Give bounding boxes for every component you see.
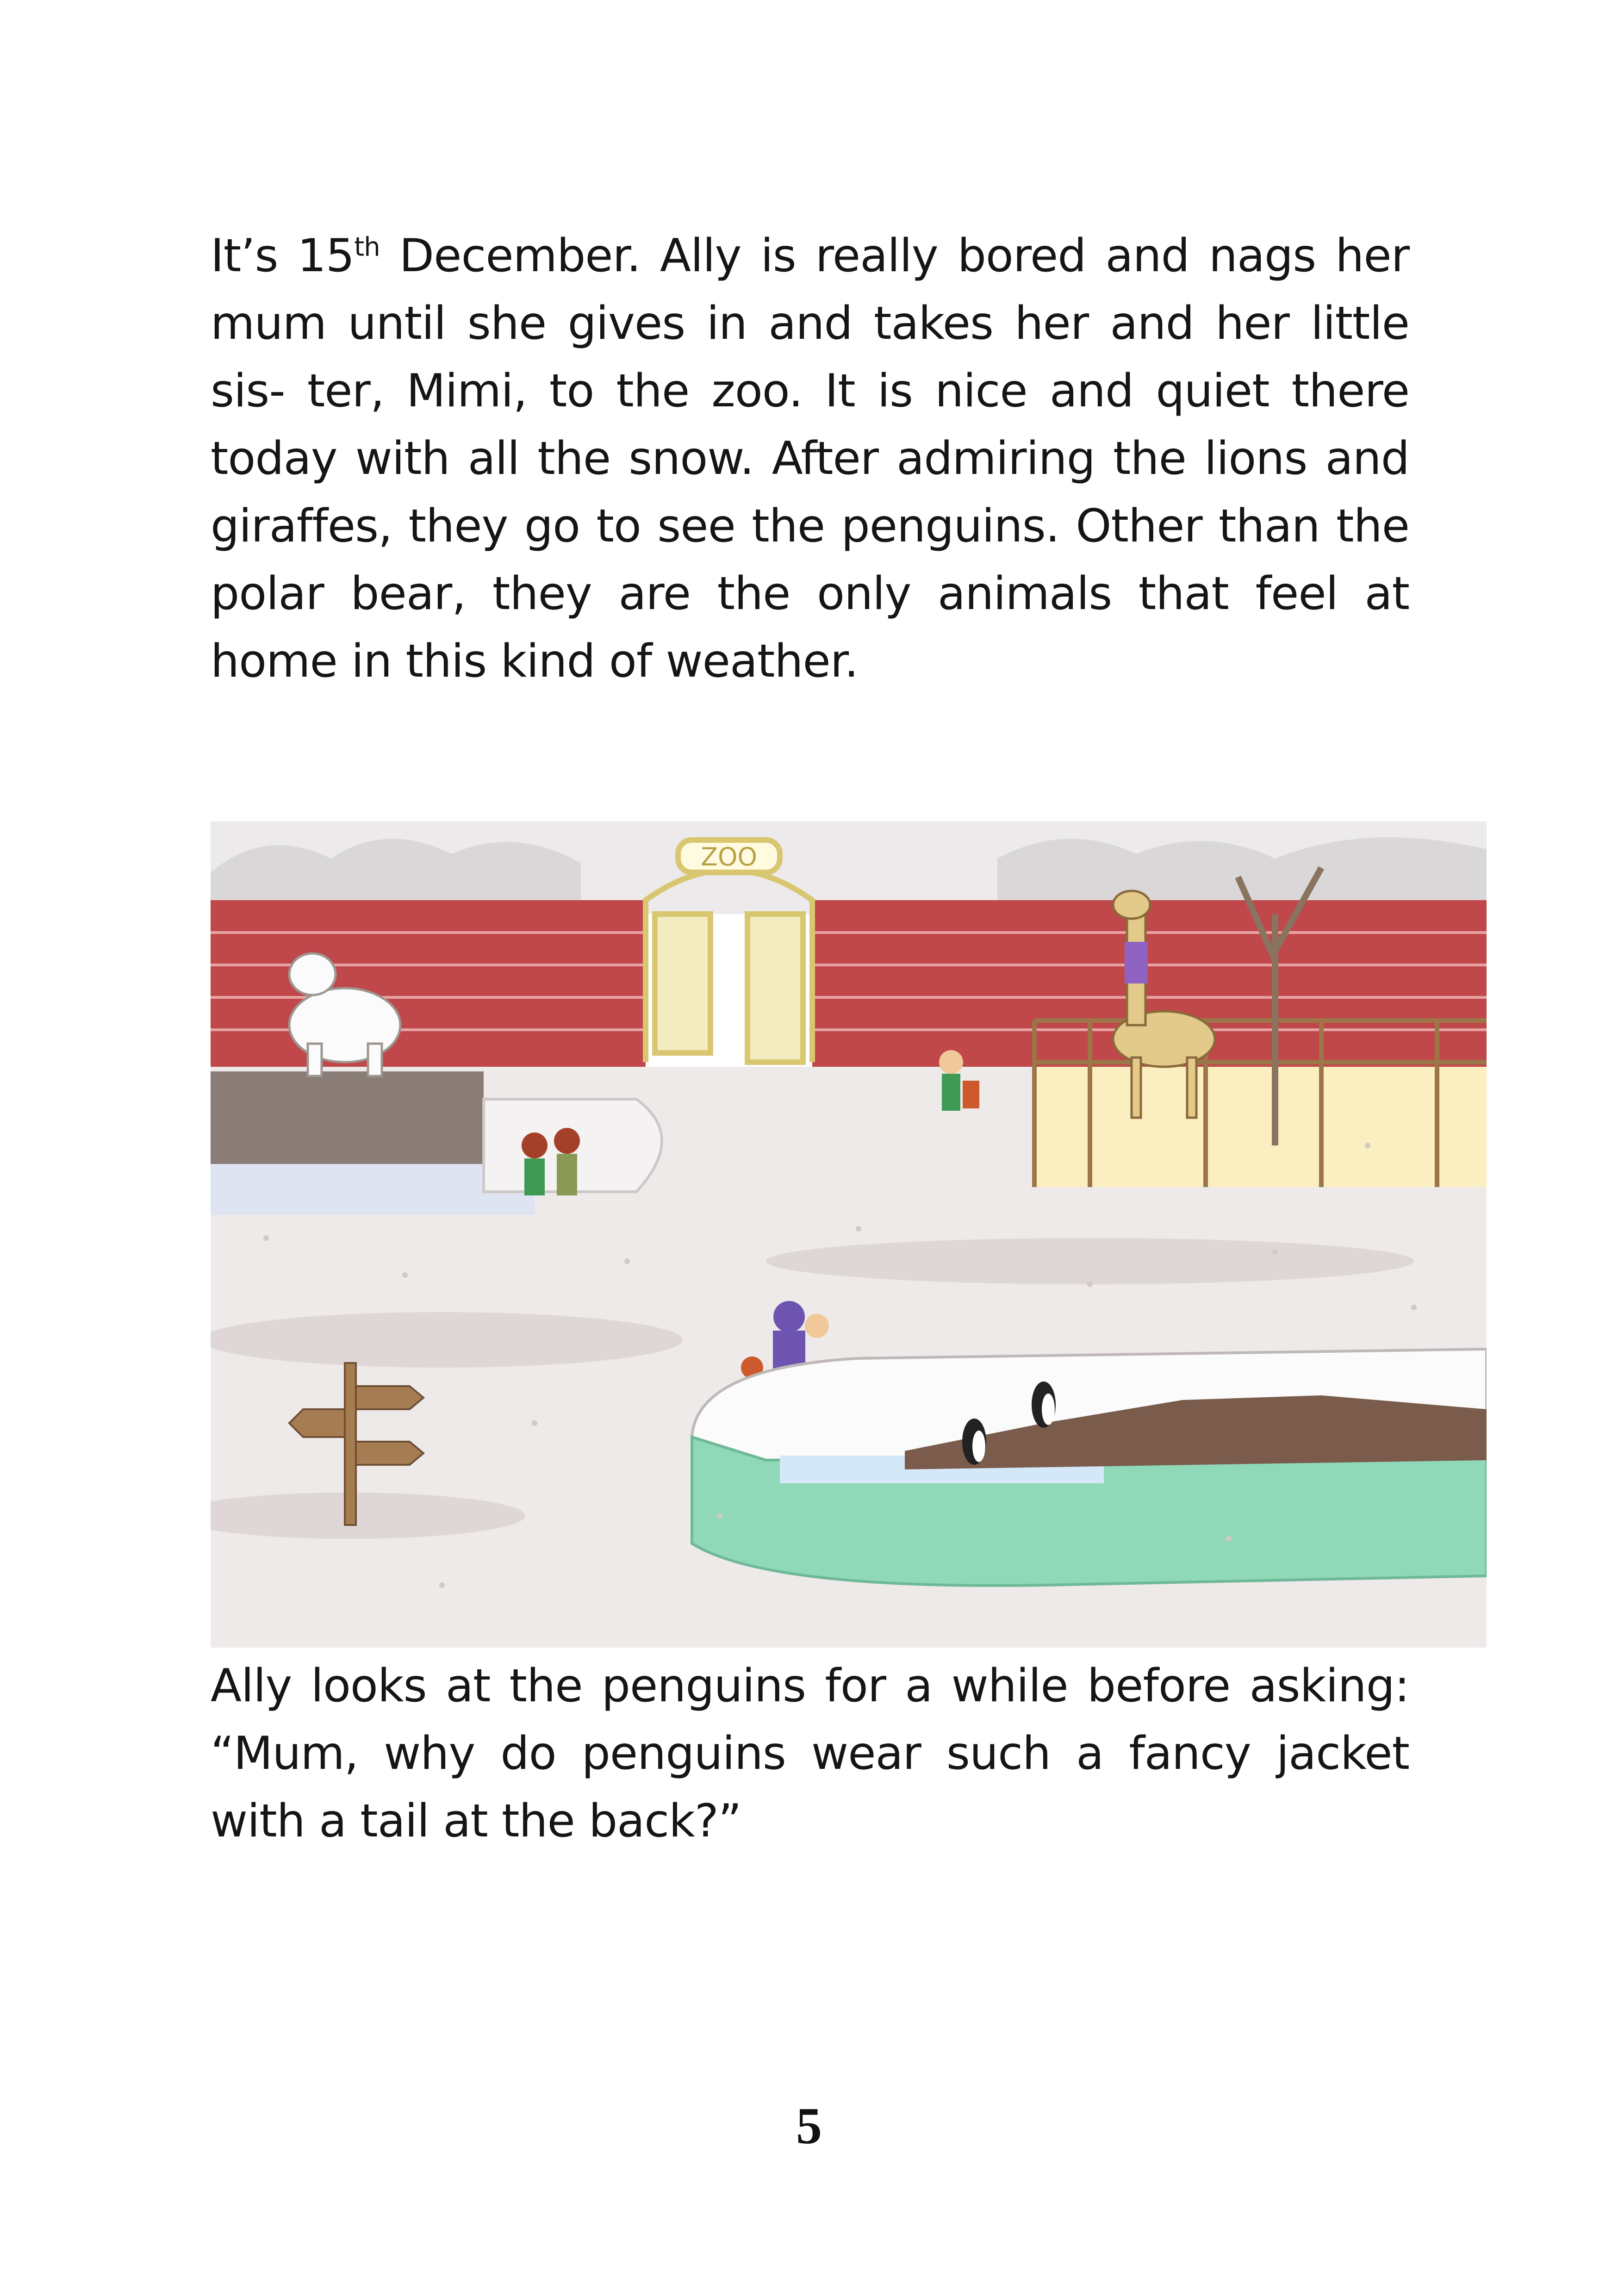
zoo-illustration: [211, 821, 1487, 1648]
paragraph-1-intro: It’s 15: [211, 230, 355, 282]
paragraph-1-rest: December. Ally is really bored and nags her mum until she gives in and takes her and her little sis- ter, Mimi, to the zoo. It is nice and quiet there today with all the snow. After admiring the lions and giraffes, they go to see the penguins. Other than the polar bear, they are the only animals that feel at home in this kind of weather.: [211, 230, 1409, 688]
giraffe-yard: [1034, 1067, 1487, 1187]
page-number: 5: [796, 2097, 822, 2155]
giraffe-scarf: [1125, 942, 1148, 983]
gate-sign: ZOO: [700, 842, 758, 871]
date-ordinal-suffix: th: [354, 232, 380, 262]
story-paragraph-2: Ally looks at the penguins for a while before asking: “Mum, why do penguins wear such a fancy jacket with a tail at the back?”: [211, 1660, 1409, 1848]
brick-wall-left: [211, 900, 646, 1067]
story-paragraph-1: [211, 222, 1409, 695]
polar-bear-rock: [211, 1071, 484, 1164]
